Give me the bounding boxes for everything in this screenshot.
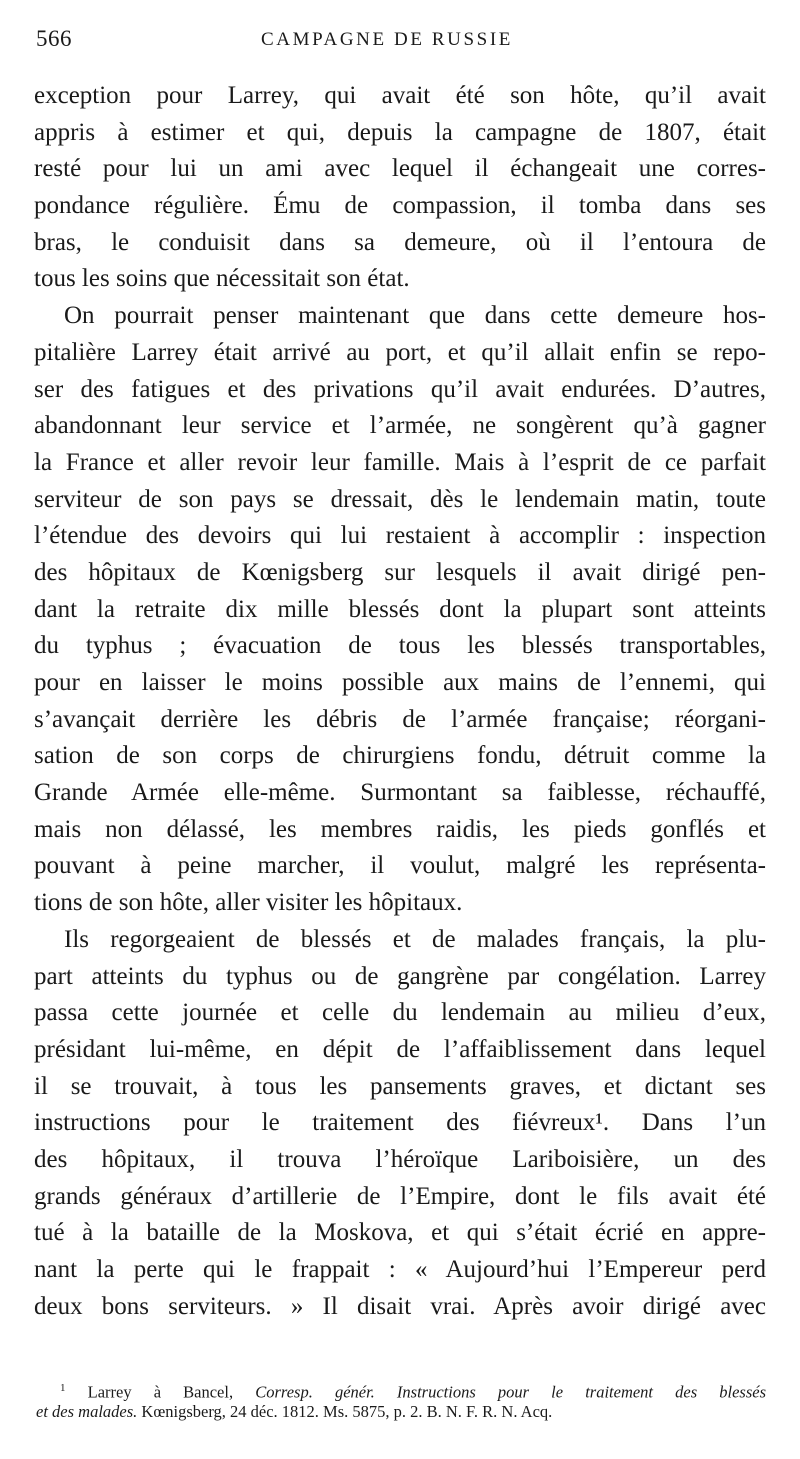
text-line: pour en laisser le moins possible aux mains de l’ennemi, qui bbox=[34, 669, 766, 696]
text-line: bras, le conduisit dans sa demeure, où il l’entoura de bbox=[34, 228, 766, 256]
text-line: exception pour Larrey, qui avait été son hôte, qu’il avait bbox=[34, 82, 766, 109]
text-line: abandonnant leur service et l’armée, ne songèrent qu’à gagner bbox=[34, 412, 766, 440]
text-line: Grande Armée elle-même. Surmontant sa faiblesse, réchauffé, bbox=[34, 779, 766, 807]
text-line: présidant lui-même, en dépit de l’affaiblissement dans lequel bbox=[34, 1035, 766, 1063]
text-line: pitalière Larrey était arrivé au port, et qu’il allait enfin se repo- bbox=[34, 338, 766, 366]
text-line: dant la retraite dix mille blessés dont la plupart sont atteints bbox=[34, 595, 766, 623]
text-line: Ils regorgeaient de blessés et de malades français, la plu- bbox=[64, 925, 766, 953]
running-title: CAMPAGNE DE RUSSIE bbox=[261, 29, 513, 50]
footnote-marker: 1 bbox=[60, 1382, 66, 1394]
text-line: part atteints du typhus ou de gangrène par congélation. Larrey bbox=[34, 962, 766, 990]
footnote-line bbox=[36, 1376, 766, 1400]
page-header bbox=[36, 26, 766, 60]
footnote-line bbox=[36, 1400, 766, 1424]
text-line: appris à estimer et qui, depuis la campagne de 1807, était bbox=[34, 118, 766, 146]
text-line: resté pour lui un ami avec lequel il échangeait une corres- bbox=[34, 155, 766, 183]
footnote-author: Larrey à Bancel, bbox=[87, 1382, 234, 1402]
text-line: ser des fatigues et des privations qu’il avait endurées. D’autres, bbox=[34, 375, 766, 403]
text-line: nant la perte qui le frappait : « Aujourd’hui l’Empereur perd bbox=[34, 1256, 766, 1283]
text-line: pouvant à peine marcher, il voulut, malgré les représenta- bbox=[34, 852, 766, 880]
footnote-title: Corresp. génér. Instructions pour le traitement des blessés bbox=[255, 1382, 766, 1402]
text-line: passa cette journée et celle du lendemain au milieu d’eux, bbox=[34, 999, 766, 1027]
text-line: du typhus ; évacuation de tous les blessés transportables, bbox=[34, 632, 766, 660]
page-number: 566 bbox=[36, 26, 72, 51]
text-line: sation de son corps de chirurgiens fondu, détruit comme la bbox=[34, 742, 766, 770]
text-line: serviteur de son pays se dressait, dès le lendemain matin, toute bbox=[34, 485, 766, 513]
text-line: la France et aller revoir leur famille. Mais à l’esprit de ce parfait bbox=[34, 448, 766, 476]
text-line: tué à la bataille de la Moskova, et qui s’était écrié en appre- bbox=[34, 1219, 766, 1247]
text-line: tions de son hôte, aller visiter les hôpitaux. bbox=[34, 889, 463, 917]
footnote-reference: Kœnigsberg, 24 déc. 1812. Ms. 5875, p. 2. B. N. F. R. N. Acq. bbox=[141, 1402, 553, 1421]
text-line: instructions pour le traitement des fiévreux¹. Dans l’un bbox=[34, 1109, 766, 1137]
text-line: s’avançait derrière les débris de l’armée française; réorgani- bbox=[34, 705, 766, 733]
text-line: il se trouvait, à tous les pansements graves, et dictant ses bbox=[34, 1072, 766, 1100]
text-line: On pourrait penser maintenant que dans cette demeure hos- bbox=[64, 302, 766, 330]
text-line: tous les soins que nécessitait son état. bbox=[34, 265, 410, 293]
text-line: mais non délassé, les membres raidis, les pieds gonflés et bbox=[34, 815, 766, 843]
text-line: deux bons serviteurs. » Il disait vrai. Après avoir dirigé avec bbox=[34, 1292, 766, 1320]
text-line: des hôpitaux, il trouva l’héroïque Lariboisière, un des bbox=[34, 1145, 766, 1173]
footnote-title-continued: et des malades. bbox=[36, 1402, 138, 1421]
body-text bbox=[34, 78, 766, 1325]
text-line: des hôpitaux de Kœnigsberg sur lesquels il avait dirigé pen- bbox=[34, 558, 766, 586]
text-line: pondance régulière. Ému de compassion, il tomba dans ses bbox=[34, 192, 766, 220]
text-line: grands généraux d’artillerie de l’Empire, dont le fils avait été bbox=[34, 1182, 766, 1210]
text-line: l’étendue des devoirs qui lui restaient à accomplir : inspection bbox=[34, 522, 766, 550]
footnote bbox=[36, 1376, 766, 1424]
